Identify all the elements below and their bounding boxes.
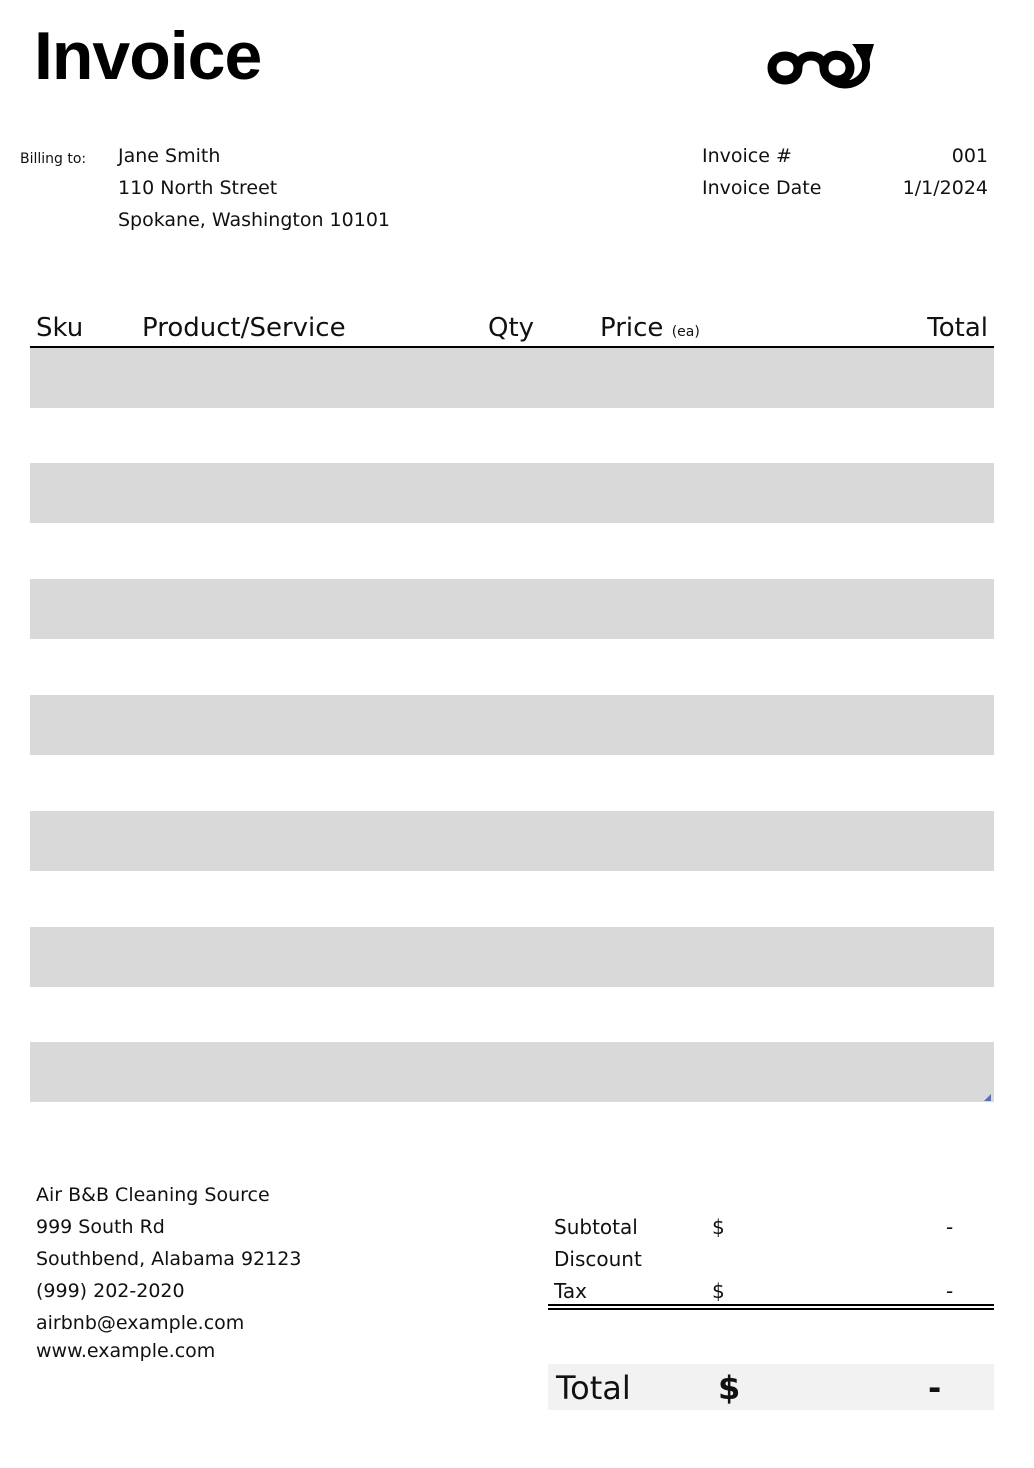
tax-value: - [946,1279,954,1303]
billing-street: 110 North Street [118,177,278,199]
subtotal-label: Subtotal [554,1215,638,1239]
billing-label: Billing to: [20,151,87,167]
discount-label: Discount [554,1247,642,1271]
grand-total-value: - [928,1369,942,1407]
company-city: Southbend, Alabama 92123 [36,1248,302,1270]
column-header-sku: Sku [36,313,84,343]
company-phone: (999) 202-2020 [36,1280,185,1302]
company-website[interactable]: www.example.com [36,1340,216,1362]
invoice-date-label: Invoice Date [702,177,822,199]
company-email[interactable]: airbnb@example.com [36,1312,245,1334]
table-row[interactable] [30,811,994,871]
grand-total-currency: $ [718,1369,741,1407]
tax-currency: $ [712,1279,725,1303]
column-header-product: Product/Service [142,313,346,343]
table-row[interactable] [30,463,994,523]
grand-total-label: Total [556,1369,631,1407]
invoice-number-value: 001 [951,145,988,167]
tax-label: Tax [554,1279,587,1303]
column-header-qty: Qty [488,313,535,343]
column-header-price-label: Price [600,313,664,343]
subtotal-value: - [946,1215,954,1239]
invoice-title: Invoice [34,18,262,94]
summary-double-rule-top [548,1304,994,1306]
invoice-date-value: 1/1/2024 [902,177,988,199]
company-name: Air B&B Cleaning Source [36,1184,270,1206]
column-header-total: Total [927,313,988,343]
column-header-price [600,312,700,348]
table-row[interactable] [30,927,994,987]
subtotal-currency: $ [712,1215,725,1239]
table-row[interactable] [30,695,994,755]
company-street: 999 South Rd [36,1216,165,1238]
billing-city: Spokane, Washington 10101 [118,209,391,231]
invoice-number-label: Invoice # [702,145,792,167]
table-row[interactable] [30,579,994,639]
column-header-price-unit: (ea) [671,324,700,340]
infinity-arrow-icon [764,38,878,98]
table-row[interactable] [30,348,994,408]
table-row[interactable] [30,1042,994,1102]
billing-name: Jane Smith [118,145,221,167]
summary-double-rule-bottom [548,1308,994,1310]
